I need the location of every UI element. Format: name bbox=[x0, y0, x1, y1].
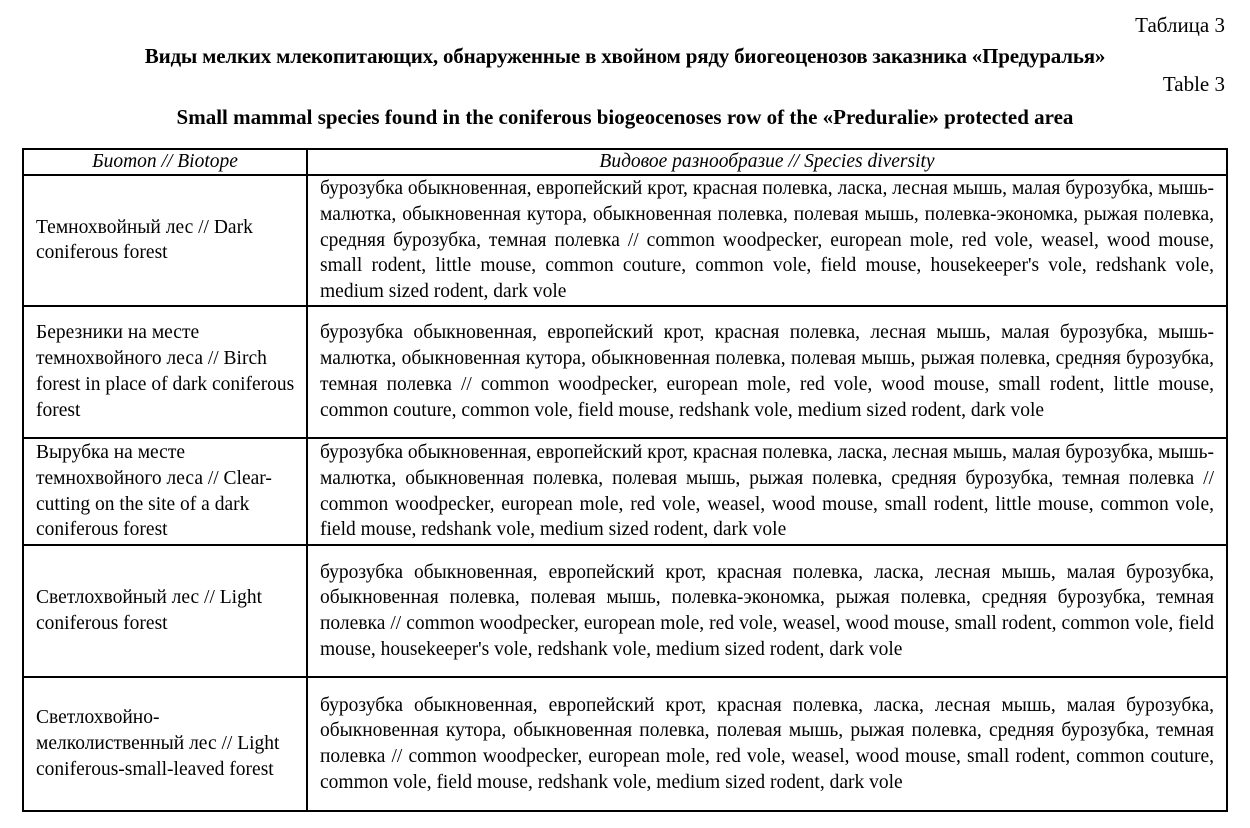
column-header-biotope: Биотоп // Biotope bbox=[23, 149, 307, 175]
biotope-cell: Светлохвойный лес // Light coniferous forest bbox=[23, 545, 307, 677]
species-cell: бурозубка обыкновенная, европейский крот, красная полевка, ласка, лесная мышь, малая бурозубка, обыкновенная кутора, обыкновенная полевка, полевая мышь, рыжая полевка, средняя бурозубка, темная полевка // common woodpecker, european mole, red vole, weasel, wood mouse, small rodent, common couture, common vole, field mouse, redshank vole, medium sized rodent, dark vole bbox=[307, 677, 1227, 811]
table-row bbox=[23, 306, 1227, 438]
species-cell: бурозубка обыкновенная, европейский крот, красная полевка, лесная мышь, малая бурозубка, мышь-малютка, обыкновенная кутора, обыкновенная полевка, полевая мышь, рыжая полевка, средняя бурозубка, темная полевка // common woodpecker, european mole, red vole, wood mouse, small rodent, little mouse, common couture, common vole, field mouse, redshank vole, medium sized rodent, dark vole bbox=[307, 306, 1227, 438]
table-label-ru: Таблица 3 bbox=[1135, 13, 1225, 37]
column-header-species-diversity: Видовое разнообразие // Species diversity bbox=[307, 149, 1227, 175]
table-row bbox=[23, 545, 1227, 677]
species-table bbox=[22, 148, 1228, 812]
table-label-en: Table 3 bbox=[1162, 72, 1225, 96]
species-cell: бурозубка обыкновенная, европейский крот, красная полевка, ласка, лесная мышь, малая бурозубка, мышь-малютка, обыкновенная полевка, полевая мышь, рыжая полевка, средняя бурозубка, темная полевка // common woodpecker, european mole, red vole, weasel, wood mouse, small rodent, little mouse, common vole, field mouse, redshank vole, medium sized rodent, dark vole bbox=[307, 438, 1227, 545]
table-header-row bbox=[23, 149, 1227, 175]
biotope-cell: Светлохвойно-мелколиственный лес // Light coniferous-small-leaved forest bbox=[23, 677, 307, 811]
species-cell: бурозубка обыкновенная, европейский крот, красная полевка, ласка, лесная мышь, малая бурозубка, обыкновенная полевка, полевая мышь, полевка-экономка, рыжая полевка, средняя бурозубка, темная полевка // common woodpecker, european mole, red vole, weasel, wood mouse, small rodent, common vole, field mouse, housekeeper's vole, redshank vole, medium sized rodent, dark vole bbox=[307, 545, 1227, 677]
biotope-cell: Темнохвойный лес // Dark coniferous forest bbox=[23, 175, 307, 306]
biotope-cell: Березники на месте темнохвойного леса // Birch forest in place of dark coniferous forest bbox=[23, 306, 307, 438]
table-row bbox=[23, 175, 1227, 306]
table-title-ru: Виды мелких млекопитающих, обнаруженные в хвойном ряду биогеоценозов заказника «Предуралья» bbox=[144, 44, 1106, 68]
table-row bbox=[23, 677, 1227, 811]
table-row bbox=[23, 438, 1227, 545]
table-title-en: Small mammal species found in the coniferous biogeocenoses row of the «Preduralie» protected area bbox=[176, 105, 1074, 129]
species-cell: бурозубка обыкновенная, европейский крот, красная полевка, ласка, лесная мышь, малая бурозубка, мышь-малютка, обыкновенная кутора, обыкновенная полевка, полевая мышь, полевка-экономка, рыжая полевка, средняя бурозубка, темная полевка // common woodpecker, european mole, red vole, weasel, wood mouse, small rodent, little mouse, common couture, common vole, field mouse, housekeeper's vole, redshank vole, medium sized rodent, dark vole bbox=[307, 175, 1227, 306]
biotope-cell: Вырубка на месте темнохвойного леса // Clear-cutting on the site of a dark coniferous forest bbox=[23, 438, 307, 545]
